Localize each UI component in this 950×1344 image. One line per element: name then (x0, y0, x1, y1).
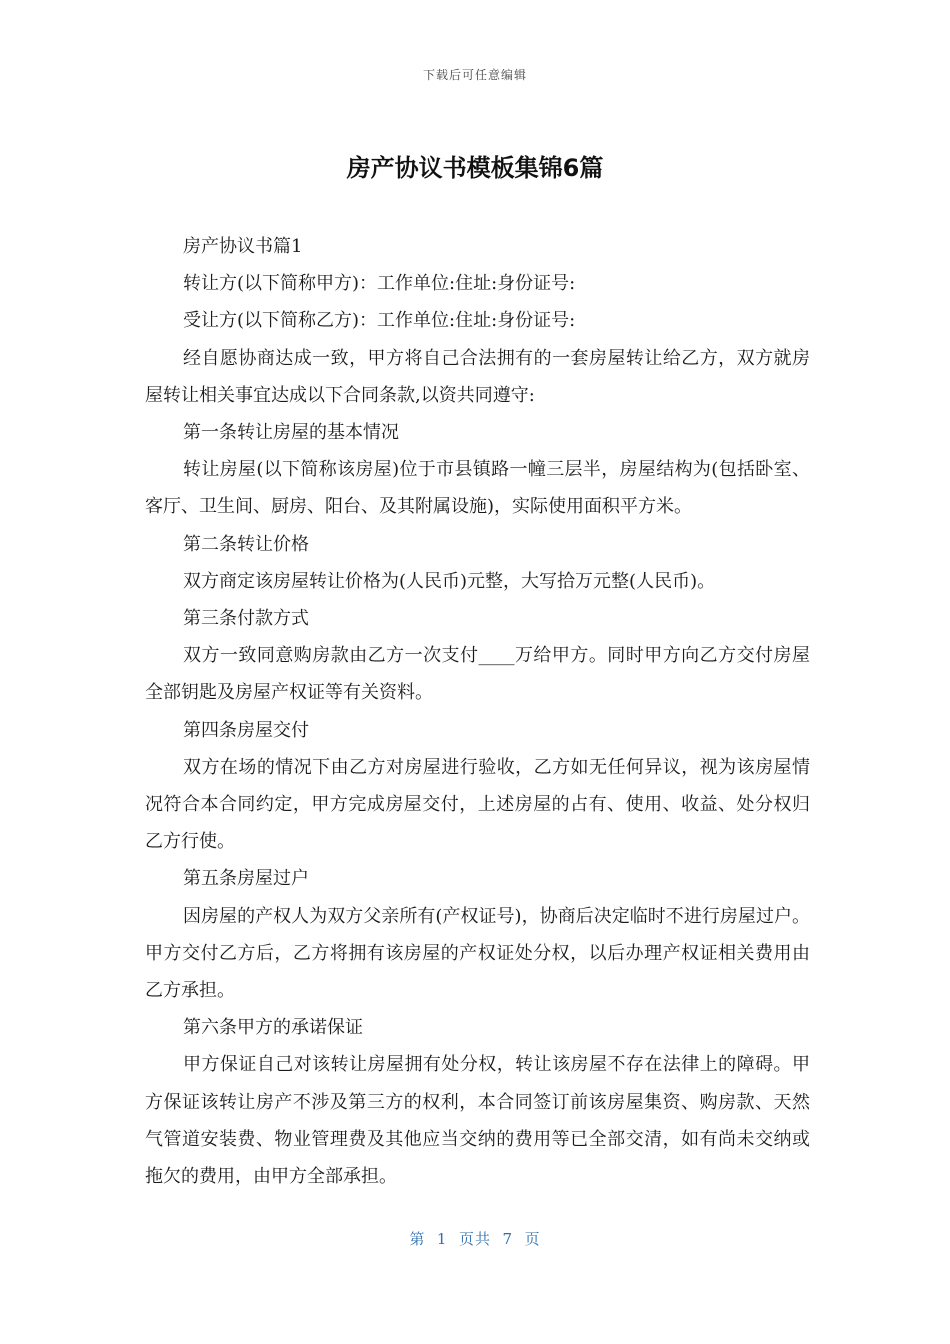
page-footer: 第 1 页共 7 页 (409, 1230, 541, 1248)
article-2-body: 双方商定该房屋转让价格为(人民币)元整，大写拾万元整(人民币)。 (183, 570, 716, 592)
article-5-body: 因房屋的产权人为双方父亲所有(产权证号)，协商后决定临时不进行房屋过户。甲方交付乙方后，乙方将拥有该房屋的产权证处分权，以后办理产权证相关费用由乙方承担。 (145, 905, 810, 1002)
party-a-line: 转让方(以下简称甲方)：工作单位:住址:身份证号: (183, 273, 576, 295)
section-heading: 房产协议书篇1 (183, 236, 303, 257)
article-4-heading: 第四条房屋交付 (183, 719, 309, 741)
article-6-body: 甲方保证自己对该转让房屋拥有处分权，转让该房屋不存在法律上的障碍。甲方保证该转让房产不涉及第三方的权利，本合同签订前该房屋集资、购房款、天然气管道安装费、物业管理费及其他应当交纳的费用等已全部交清，如有尚未交纳或拖欠的费用，由甲方全部承担。 (145, 1054, 810, 1188)
article-6-heading: 第六条甲方的承诺保证 (183, 1017, 363, 1039)
party-b-line: 受让方(以下简称乙方)：工作单位:住址:身份证号: (183, 310, 576, 332)
document-body (145, 228, 810, 1195)
article-3-body: 双方一致同意购房款由乙方一次支付____万给甲方。同时甲方向乙方交付房屋全部钥匙及房屋产权证等有关资料。 (145, 645, 810, 704)
document-title: 房产协议书模板集锦6篇 (346, 154, 604, 182)
article-2-heading: 第二条转让价格 (183, 533, 309, 555)
header-note: 下载后可任意编辑 (422, 68, 527, 82)
article-1-heading: 第一条转让房屋的基本情况 (183, 422, 399, 444)
article-3-heading: 第三条付款方式 (183, 608, 309, 630)
article-4-body: 双方在场的情况下由乙方对房屋进行验收，乙方如无任何异议，视为该房屋情况符合本合同约定，甲方完成房屋交付，上述房屋的占有、使用、收益、处分权归乙方行使。 (145, 756, 810, 853)
article-5-heading: 第五条房屋过户 (183, 868, 309, 890)
article-1-body: 转让房屋(以下简称该房屋)位于市县镇路一幢三层半，房屋结构为(包括卧室、客厅、卫生间、厨房、阳台、及其附属设施)，实际使用面积平方米。 (145, 459, 810, 518)
preamble-paragraph: 经自愿协商达成一致，甲方将自己合法拥有的一套房屋转让给乙方，双方就房屋转让相关事宜达成以下合同条款,以资共同遵守: (145, 347, 810, 406)
